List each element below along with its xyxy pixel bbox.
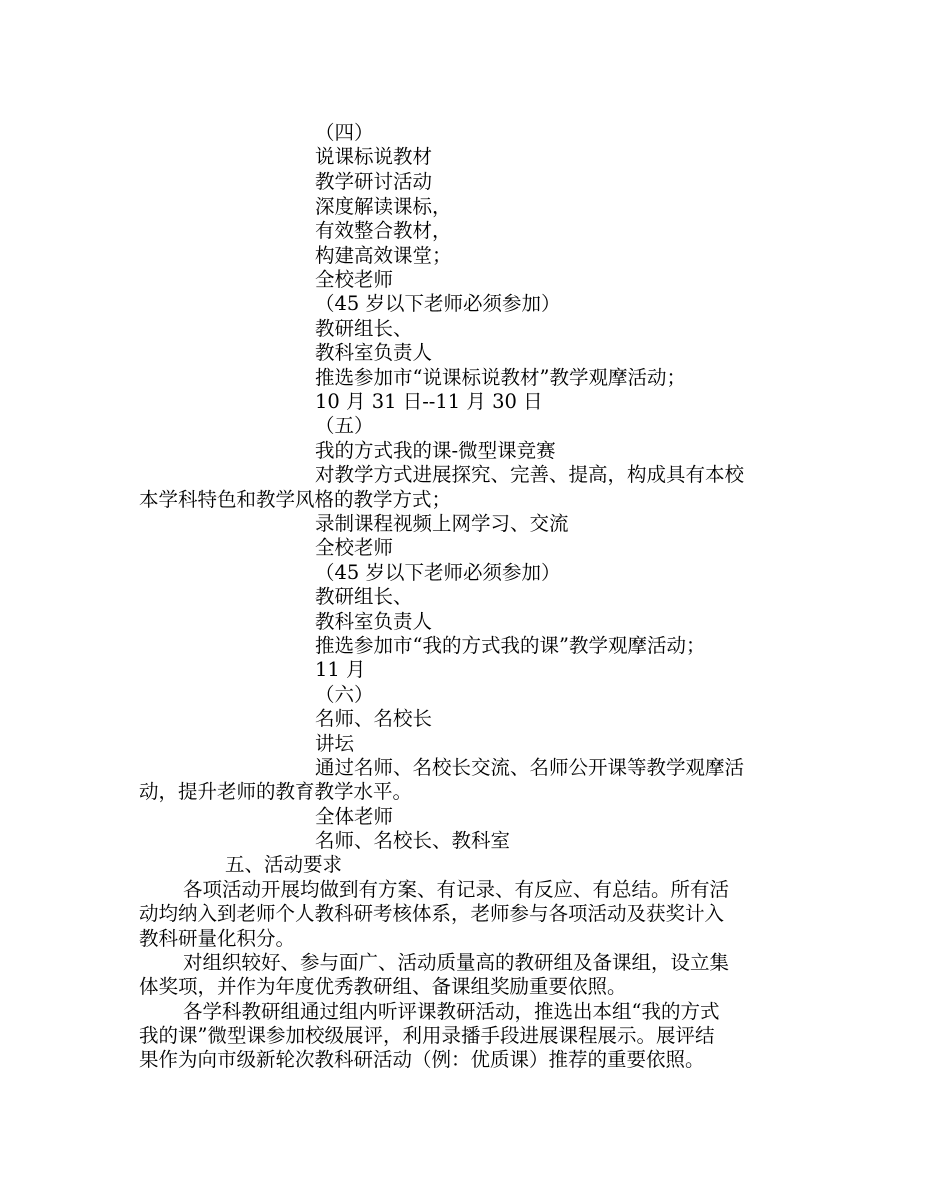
row4-goal-line: 深度解读课标， [315, 195, 452, 218]
row5-activity-name: 我的方式我的课-微型课竞赛 [315, 439, 556, 462]
paragraph-line: 对组织较好、参与面广、活动质量高的教研组及备课组，设立集 [183, 951, 730, 974]
row4-organizer: 教科室负责人 [315, 341, 433, 364]
paragraph-line: 果作为向市级新轮次教科研活动（例：优质课）推荐的重要依照。 [139, 1048, 705, 1071]
row4-activity-name: 说课标说教材 [315, 145, 433, 168]
row4-time: 10 月 31 日--11 月 30 日 [315, 390, 543, 413]
paragraph-line: 教科研量化积分。 [139, 927, 296, 950]
row5-participants: 全校老师 [315, 536, 394, 559]
row6-goal-line: 通过名师、名校长交流、名师公开课等教学观摩活 [315, 756, 745, 779]
row4-goal-line: 有效整合教材， [315, 219, 452, 242]
paragraph-line: 动均纳入到老师个人教科研考核体系，老师参与各项活动及获奖计入 [139, 902, 725, 925]
paragraph-line: 我的课”微型课参加校级展评，利用录播手段进展课程展示。展评结 [139, 1024, 715, 1047]
row5-organizer: 教科室负责人 [315, 610, 433, 633]
row6-activity-name: 讲坛 [315, 732, 355, 755]
row4-organizer: 教研组长、 [315, 317, 413, 340]
row5-number: （五） [315, 414, 374, 437]
row6-organizer: 名师、名校长、教科室 [315, 829, 511, 852]
paragraph-line: 各项活动开展均做到有方案、有记录、有反应、有总结。所有活 [183, 878, 730, 901]
row6-activity-name: 名师、名校长 [315, 707, 433, 730]
row4-participants-note: （45 岁以下老师必须参加） [315, 292, 561, 315]
row4-goal-line: 构建高效课堂； [315, 244, 452, 267]
row4-number: （四） [315, 121, 374, 144]
paragraph-line: 各学科教研组通过组内听评课教研活动，推选出本组“我的方式 [183, 1000, 720, 1023]
row6-goal-line: 动，提升老师的教育教学水平。 [139, 780, 413, 803]
row4-activity-type: 教学研讨活动 [315, 170, 433, 193]
row5-organizer: 教研组长、 [315, 585, 413, 608]
row5-goal-line: 对教学方式进展探究、完善、提高，构成具有本校 [315, 463, 745, 486]
row6-number: （六） [315, 683, 374, 706]
row5-method: 录制课程视频上网学习、交流 [315, 512, 569, 535]
row5-outcome: 推选参加市“我的方式我的课”教学观摩活动； [315, 634, 706, 657]
section-heading: 五、活动要求 [225, 853, 343, 876]
row4-participants: 全校老师 [315, 268, 394, 291]
row6-participants: 全体老师 [315, 805, 394, 828]
row5-time: 11 月 [315, 658, 366, 681]
paragraph-line: 体奖项，并作为年度优秀教研组、备课组奖励重要依照。 [139, 975, 627, 998]
row5-participants-note: （45 岁以下老师必须参加） [315, 561, 561, 584]
row4-outcome: 推选参加市“说课标说教材”教学观摩活动； [315, 366, 686, 389]
row5-goal-line: 本学科特色和教学风格的教学方式； [139, 488, 452, 511]
